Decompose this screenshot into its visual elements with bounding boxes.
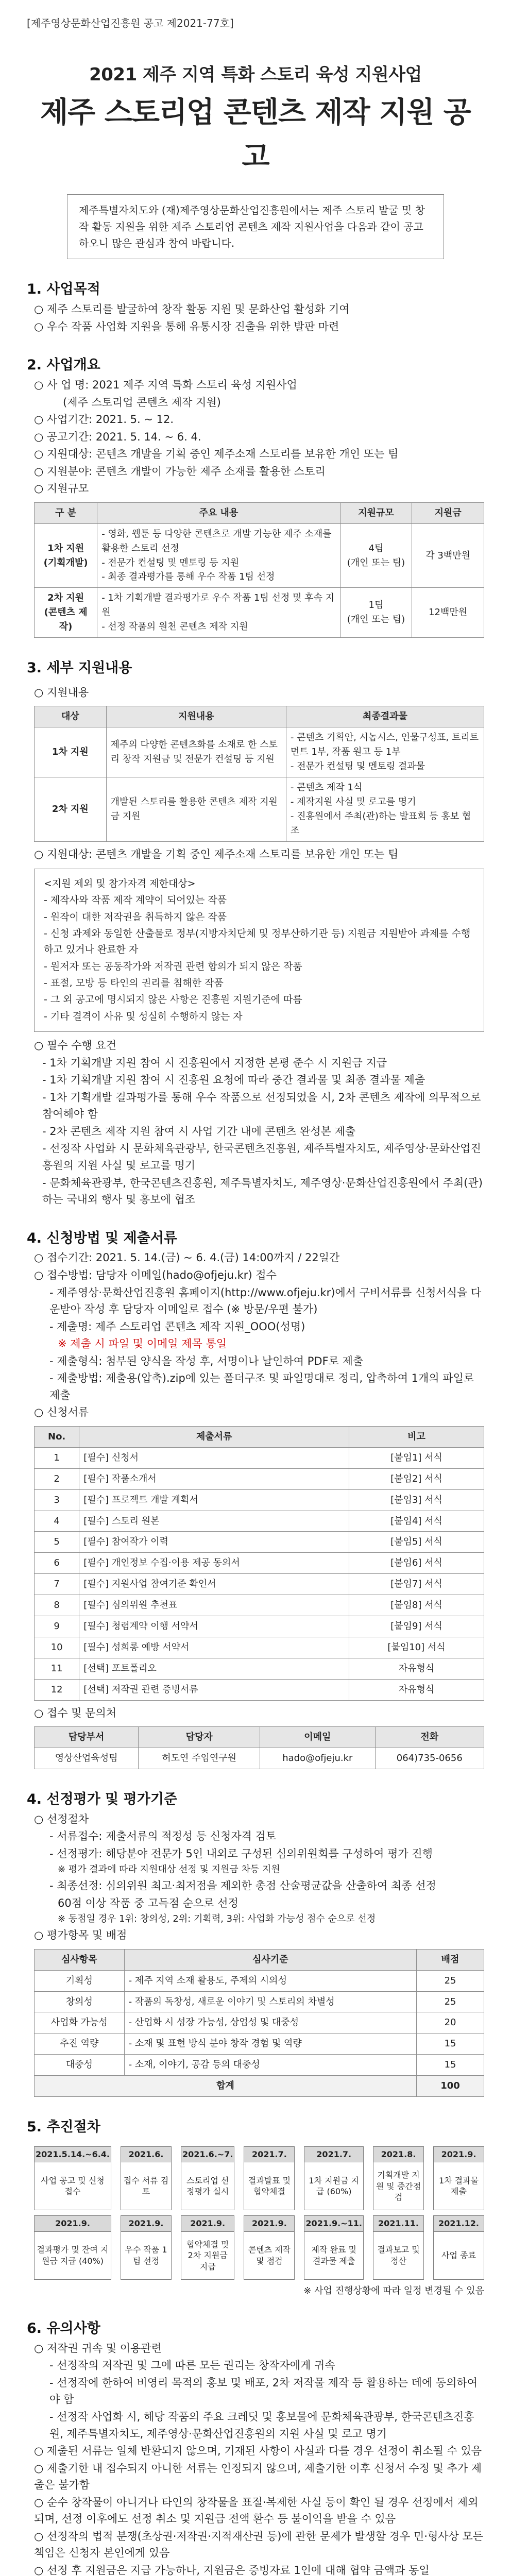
table-row bbox=[35, 1595, 484, 1616]
list-item: ○ 선정절차 bbox=[34, 1812, 89, 1825]
table-header: 담당자 bbox=[139, 1727, 260, 1748]
table-header: 비고 bbox=[349, 1426, 484, 1447]
table-cell: 각 3백만원 bbox=[412, 523, 484, 588]
list-item: ○ 저작권 귀속 및 이용관련 bbox=[34, 2342, 162, 2354]
process-step bbox=[181, 2146, 234, 2211]
process-step bbox=[34, 2146, 111, 2211]
list-item: ※ 동점일 경우 1위: 창의성, 2위: 기획력, 3위: 사업화 가능성 점수 순으로 선정 bbox=[58, 1913, 376, 1925]
step-date: 2021.12. bbox=[434, 2216, 484, 2232]
contact-heading: ○ 접수 및 문의처 bbox=[34, 1706, 117, 1719]
step-date: 2021.7. bbox=[304, 2147, 363, 2163]
table-header: 지원금 bbox=[412, 502, 484, 523]
table-header: 지원내용 bbox=[106, 706, 286, 727]
process-step bbox=[304, 2146, 364, 2211]
list-item: - 1차 기획개발 결과평가를 통해 우수 작품으로 선정되었을 시, 2차 콘텐츠 제작에 의무적으로 참여해야 함 bbox=[42, 1091, 481, 1121]
table-cell: [필수] 성희롱 예방 서약서 bbox=[79, 1637, 349, 1658]
process-step bbox=[121, 2215, 172, 2280]
section-title-evaluation: 4. 선정평가 및 평가기준 bbox=[27, 1791, 177, 1807]
table-cell: 기획성 bbox=[35, 1970, 125, 1991]
table-cell: - 소재 및 표현 방식 분야 창작 경험 및 역량 bbox=[124, 2033, 416, 2055]
step-text: 결과평가 및 잔여 지원금 지급 (40%) bbox=[37, 2245, 109, 2266]
step-date: 2021.9. bbox=[35, 2216, 111, 2232]
table-row bbox=[35, 1991, 484, 2012]
table-cell: - 콘텐츠 제작 1식 - 제작지원 사실 및 로고를 명기 - 진흥원에서 주최(관)하는 발표회 등 홍보 협조 bbox=[286, 777, 484, 841]
table-cell: 15 bbox=[417, 2033, 484, 2055]
table-cell: 15 bbox=[417, 2055, 484, 2076]
table-cell: [붙임6] 서식 bbox=[349, 1553, 484, 1574]
table-cell: 추진 역량 bbox=[35, 2033, 125, 2055]
table-row bbox=[35, 1679, 484, 1700]
step-text: 스토리업 선정평가 실시 bbox=[186, 2175, 229, 2197]
table-row bbox=[35, 1468, 484, 1489]
list-item: - 서류접수: 제출서류의 적정성 등 신청자격 검토 bbox=[49, 1830, 277, 1843]
subsection-heading: ○ 지원내용 bbox=[34, 686, 89, 699]
step-date: 2021.11. bbox=[373, 2216, 423, 2232]
step-date: 2021.6. bbox=[121, 2147, 171, 2163]
table-cell: [필수] 참여작가 이력 bbox=[79, 1532, 349, 1553]
table-cell: [필수] 심의위원 추천표 bbox=[79, 1595, 349, 1616]
table-cell: 25 bbox=[417, 1991, 484, 2012]
box-item: - 제작사와 작품 제작 계약이 되어있는 작품 bbox=[44, 894, 227, 906]
table-header: 이메일 bbox=[260, 1727, 375, 1748]
table-cell: 2차 지원 bbox=[35, 777, 107, 841]
step-date: 2021.8. bbox=[373, 2147, 423, 2163]
list-item: 60점 이상 작품 중 고득점 순으로 선정 bbox=[58, 1896, 239, 1909]
table-row bbox=[35, 727, 484, 777]
table-cell: 1차 지원 bbox=[35, 727, 107, 777]
table-cell: [붙임9] 서식 bbox=[349, 1616, 484, 1637]
table-cell: 12 bbox=[35, 1679, 79, 1700]
table-cell: 8 bbox=[35, 1595, 79, 1616]
table-cell: 2 bbox=[35, 1468, 79, 1489]
table-header: 배점 bbox=[417, 1949, 484, 1970]
process-flow bbox=[34, 2146, 484, 2280]
table-cell: 1 bbox=[35, 1447, 79, 1468]
step-text: 1차 지원금 지급 (60%) bbox=[309, 2175, 360, 2197]
table-cell: 9 bbox=[35, 1616, 79, 1637]
table-cell: - 산업화 시 성장 가능성, 상업성 및 대중성 bbox=[124, 2012, 416, 2033]
table-cell: [붙임3] 서식 bbox=[349, 1489, 484, 1511]
table-cell: [선택] 저작권 관련 증빙서류 bbox=[79, 1679, 349, 1700]
table-cell: 25 bbox=[417, 1970, 484, 1991]
table-row bbox=[35, 777, 484, 841]
table-row bbox=[35, 588, 484, 638]
support-scale-table bbox=[34, 502, 484, 638]
step-text: 콘텐츠 제작 및 점검 bbox=[248, 2245, 291, 2266]
table-row bbox=[35, 1489, 484, 1511]
step-text: 우수 작품 1팀 선정 bbox=[125, 2245, 167, 2266]
section-title-process: 5. 추진절차 bbox=[27, 2119, 100, 2135]
step-text: 제작 완료 및 결과물 제출 bbox=[311, 2245, 356, 2266]
list-item: - 선정작 사업화 시 문화체육관광부, 한국콘텐츠진흥원, 제주특별자치도, 제주영상·문화산업진흥원의 지원 사실 및 로고를 명기 bbox=[42, 1142, 481, 1172]
table-cell: 064)735-0656 bbox=[375, 1748, 484, 1769]
title-line-1: 2021 제주 지역 특화 스토리 육성 지원사업 bbox=[89, 64, 422, 85]
list-item: ○ 평가항목 및 배점 bbox=[34, 1929, 127, 1942]
step-date: 2021.9. bbox=[121, 2216, 171, 2232]
table-cell: 6 bbox=[35, 1553, 79, 1574]
table-cell: 3 bbox=[35, 1489, 79, 1511]
process-step bbox=[244, 2215, 295, 2280]
step-text: 사업 공고 및 신청 접수 bbox=[41, 2175, 105, 2197]
table-cell: [필수] 스토리 원본 bbox=[79, 1511, 349, 1532]
table-cell: - 작품의 독창성, 새로운 이야기 및 스토리의 차별성 bbox=[124, 1991, 416, 2012]
evaluation-list bbox=[27, 1811, 484, 1944]
documents-table-wrap bbox=[34, 1426, 484, 1701]
table-header: 제출서류 bbox=[79, 1426, 349, 1447]
list-item: - 문화체육관광부, 한국콘텐츠진흥원, 제주특별자치도, 제주영상·문화산업진흥원에서 주최(관) 하는 국내외 행사 및 홍보에 협조 bbox=[42, 1176, 483, 1206]
table-cell: 5 bbox=[35, 1532, 79, 1553]
table-cell: 대중성 bbox=[35, 2055, 125, 2076]
list-item: - 선정작의 저작권 및 그에 따른 모든 권리는 창작자에게 귀속 bbox=[49, 2359, 335, 2372]
box-item: - 그 외 공고에 명시되지 않은 사항은 진흥원 지원기준에 따름 bbox=[44, 994, 302, 1006]
requirements-list bbox=[27, 1055, 484, 1208]
table-cell: 창의성 bbox=[35, 1991, 125, 2012]
list-item: - 1차 기획개발 지원 참여 시 진흥원에서 지정한 본평 준수 시 지원금 지급 bbox=[42, 1056, 387, 1069]
table-cell: [붙임1] 서식 bbox=[349, 1447, 484, 1468]
process-step bbox=[34, 2215, 111, 2280]
table-cell: 제주의 다양한 콘텐츠화를 소재로 한 스토리 창작 지원금 및 전문가 컨설팅 등 지원 bbox=[106, 727, 286, 777]
table-cell: - 소재, 이야기, 공감 등의 대중성 bbox=[124, 2055, 416, 2076]
list-item: ○ 공고기간: 2021. 5. 14. ~ 6. 4. bbox=[34, 430, 201, 443]
process-note: ※ 사업 진행상황에 따라 일정 변경될 수 있음 bbox=[303, 2285, 484, 2297]
list-item: ○ 접수기간: 2021. 5. 14.(금) ~ 6. 4.(금) 14:00까지 / 22일간 bbox=[34, 1251, 340, 1264]
table-cell: [붙임2] 서식 bbox=[349, 1468, 484, 1489]
list-item: - 제출명: 제주 스토리업 콘텐츠 제작 지원_OOO(성명) bbox=[49, 1320, 305, 1333]
table-cell: 허도연 주임연구원 bbox=[139, 1748, 260, 1769]
list-item: ○ 제출된 서류는 일체 반환되지 않으며, 기재된 사항이 사실과 다를 경우 선정이 취소될 수 있음 bbox=[34, 2445, 482, 2458]
table-cell: [필수] 지원사업 참여기준 확인서 bbox=[79, 1574, 349, 1595]
table-cell: 10 bbox=[35, 1637, 79, 1658]
contact-table-wrap bbox=[34, 1726, 484, 1769]
process-step bbox=[373, 2215, 424, 2280]
table-cell: 합계 bbox=[35, 2076, 417, 2097]
list-item: ○ 신청서류 bbox=[34, 1406, 89, 1419]
section-title-purpose: 1. 사업목적 bbox=[27, 281, 100, 298]
step-date: 2021.7. bbox=[244, 2147, 294, 2163]
list-item: ○ 지원규모 bbox=[34, 482, 89, 495]
list-item: ※ 평가 결과에 따라 지원대상 선정 및 지원금 차등 지원 bbox=[58, 1864, 280, 1875]
details-table bbox=[34, 706, 484, 841]
table-row bbox=[35, 1511, 484, 1532]
table-cell: [붙임7] 서식 bbox=[349, 1574, 484, 1595]
section-overview-list bbox=[27, 377, 484, 497]
table-row bbox=[35, 1970, 484, 1991]
table-cell: - 제주 지역 소재 활용도, 주제의 시의성 bbox=[124, 1970, 416, 1991]
table-header: 심사기준 bbox=[124, 1949, 416, 1970]
table-row bbox=[35, 523, 484, 588]
table-cell: 4 bbox=[35, 1511, 79, 1532]
table-header: 구 분 bbox=[35, 502, 97, 523]
table-row bbox=[35, 1532, 484, 1553]
section-title-application: 4. 신청방법 및 제출서류 bbox=[27, 1230, 177, 1246]
table-cell: [선택] 포트폴리오 bbox=[79, 1658, 349, 1679]
step-text: 기획개발 지원 및 중간점검 bbox=[376, 2170, 421, 2202]
table-cell: [필수] 작품소개서 bbox=[79, 1468, 349, 1489]
table-row bbox=[35, 2055, 484, 2076]
list-item: - 최종선정: 심의위원 최고·최저점을 제외한 총점 산술평균값을 산출하여 최종 선정 bbox=[49, 1879, 436, 1892]
process-step bbox=[121, 2146, 172, 2211]
table-cell: 12백만원 bbox=[412, 588, 484, 638]
process-step bbox=[181, 2215, 234, 2280]
list-item: - 선정평가: 해당분야 전문가 5인 내외로 구성된 심의위원회를 구성하여 평가 진행 bbox=[49, 1847, 433, 1860]
list-item: ○ 선정 후 지원금은 지급 가능하나, 지원금은 증빙자료 1인에 대해 협약 금액과 동일 bbox=[34, 2564, 430, 2576]
list-item: ○ 접수방법: 담당자 이메일(hado@ofjeju.kr) 접수 bbox=[34, 1269, 277, 1282]
table-row bbox=[35, 1616, 484, 1637]
process-step bbox=[244, 2146, 295, 2211]
application-list bbox=[27, 1249, 484, 1420]
contact-email-link[interactable]: hado@ofjeju.kr bbox=[260, 1748, 375, 1769]
list-item: - 선정작에 한하여 비영리 목적의 홍보 및 배포, 2차 저작물 제작 등 활용하는 데에 동의하여야 함 bbox=[49, 2376, 478, 2406]
table-row bbox=[35, 2033, 484, 2055]
step-date: 2021.9. bbox=[181, 2216, 234, 2232]
table-cell: 자유형식 bbox=[349, 1679, 484, 1700]
table-cell: 사업화 가능성 bbox=[35, 2012, 125, 2033]
list-item: ○ 사 업 명: 2021 제주 지역 특화 스토리 육성 지원사업 bbox=[34, 379, 297, 392]
table-cell: - 콘텐츠 기획안, 시놉시스, 인물구성표, 트리트먼트 1부, 작품 원고 등 1부 - 전문가 컨설팅 및 멘토링 결과물 bbox=[286, 727, 484, 777]
table-row bbox=[35, 1748, 484, 1769]
notice-number: [제주영상문화산업진흥원 공고 제2021-77호] bbox=[27, 17, 234, 29]
eval-table-wrap bbox=[34, 1949, 484, 2097]
cautions-list bbox=[27, 2340, 484, 2576]
table-row bbox=[35, 2076, 484, 2097]
table-cell: [필수] 신청서 bbox=[79, 1447, 349, 1468]
table-header: 담당부서 bbox=[35, 1727, 139, 1748]
list-item: (제주 스토리업 콘텐츠 제작 지원) bbox=[63, 396, 221, 409]
list-item: - 제출형식: 첨부된 양식을 작성 후, 서명이나 날인하여 PDF로 제출 bbox=[49, 1354, 364, 1367]
step-text: 1차 결과물 제출 bbox=[438, 2175, 479, 2197]
table-header: 대상 bbox=[35, 706, 107, 727]
table-cell: [필수] 청렴계약 이행 서약서 bbox=[79, 1616, 349, 1637]
table-row bbox=[35, 1658, 484, 1679]
step-text: 협약체결 및 2차 지원금 지급 bbox=[186, 2239, 229, 2272]
table-cell: 20 bbox=[417, 2012, 484, 2033]
table-cell: [붙임4] 서식 bbox=[349, 1511, 484, 1532]
section-title-details: 3. 세부 지원내용 bbox=[27, 660, 132, 676]
box-item: - 표절, 모방 등 타인의 권리를 침해한 작품 bbox=[44, 977, 224, 989]
page-title: 제주 스토리업 콘텐츠 제작 지원 공고 bbox=[40, 95, 471, 174]
list-item: - 제주영상·문화산업진흥원 홈페이지(http://www.ofjeju.kr)에서 구비서류를 신청서식을 다운받아 작성 후 담당자 이메일로 접수 (※ 방문/우편 불가) bbox=[49, 1286, 482, 1316]
process-step bbox=[304, 2215, 364, 2280]
table-cell: [필수] 개인정보 수집·이용 제공 동의서 bbox=[79, 1553, 349, 1574]
table-cell: [필수] 프로젝트 개발 계획서 bbox=[79, 1489, 349, 1511]
table-cell: 100 bbox=[417, 2076, 484, 2097]
list-item: ○ 순수 창작물이 아니거나 타인의 창작물을 표절·복제한 사실 등이 확인 될 경우 선정에서 제외되며, 선정 이후에도 선정 취소 및 지원금 전액 환수 등 불이익을 받을 수 있음 bbox=[34, 2496, 479, 2526]
list-item: ○ 제주 스토리를 발굴하여 창작 활동 지원 및 문화산업 활성화 기여 bbox=[34, 303, 350, 316]
details-table-wrap bbox=[34, 706, 484, 841]
list-item: ○ 선정작의 법적 분쟁(초상권·저작권·지적재산권 등)에 관한 문제가 발생할 경우 민·형사상 모든 책임은 신청자 본인에게 있음 bbox=[34, 2530, 484, 2560]
table-header: 전화 bbox=[375, 1727, 484, 1748]
table-cell: [붙임5] 서식 bbox=[349, 1532, 484, 1553]
table-cell: [붙임8] 서식 bbox=[349, 1595, 484, 1616]
table-row bbox=[35, 1637, 484, 1658]
list-item: ○ 제출기한 내 접수되지 아니한 서류는 인정되지 않으며, 제출기한 이후 신청서 수정 및 추가 제출은 불가함 bbox=[34, 2462, 482, 2492]
table-row bbox=[35, 1447, 484, 1468]
table-cell: 영상산업육성팀 bbox=[35, 1748, 139, 1769]
list-item: - 선정작 사업화 시, 해당 작품의 주요 크레딧 및 홍보물에 문화체육관광부, 한국콘텐츠진흥원, 제주특별자치도, 제주영상·문화산업진흥원의 지원 사실 및 로고 명기 bbox=[49, 2410, 474, 2440]
support-scale-table-wrap bbox=[34, 502, 484, 638]
eligibility-note: ○ 지원대상: 콘텐츠 개발을 기획 중인 제주소재 스토리를 보유한 개인 또는 팀 bbox=[34, 848, 399, 860]
documents-table bbox=[34, 1426, 484, 1701]
eval-table bbox=[34, 1949, 484, 2097]
table-cell: 11 bbox=[35, 1658, 79, 1679]
step-text: 결과보고 및 정산 bbox=[377, 2245, 420, 2266]
table-header: 지원규모 bbox=[340, 502, 412, 523]
table-cell: 2차 지원 (콘텐츠 제작) bbox=[35, 588, 97, 638]
section-title-cautions: 6. 유의사항 bbox=[27, 2320, 100, 2336]
table-header: 심사항목 bbox=[35, 1949, 125, 1970]
step-date: 2021.9. bbox=[434, 2147, 484, 2163]
step-date: 2021.5.14.~6.4. bbox=[35, 2147, 111, 2163]
table-cell: 개발된 스토리를 활용한 콘텐츠 제작 지원금 지원 bbox=[106, 777, 286, 841]
section-title-overview: 2. 사업개요 bbox=[27, 357, 100, 374]
box-item: - 신청 과제와 동일한 산출물로 정부(지방자치단체 및 정부산하기관 등) 지원금 지원받아 과제를 수행하고 있거나 완료한 자 bbox=[44, 928, 471, 956]
process-step bbox=[433, 2215, 484, 2280]
table-cell: 7 bbox=[35, 1574, 79, 1595]
list-item: ○ 지원분야: 콘텐츠 개발이 가능한 제주 소재를 활용한 스토리 bbox=[34, 465, 326, 478]
list-item: ○ 지원대상: 콘텐츠 개발을 기획 중인 제주소재 스토리를 보유한 개인 또는 팀 bbox=[34, 448, 399, 461]
box-item: - 원작이 대한 저작권을 취득하지 않은 작품 bbox=[44, 911, 227, 923]
list-item: ○ 사업기간: 2021. 5. ~ 12. bbox=[34, 413, 174, 426]
box-item: - 원저자 또는 공동작가와 저작권 관련 합의가 되지 않은 작품 bbox=[44, 960, 302, 972]
contact-table bbox=[34, 1726, 484, 1769]
table-cell: 4팀 (개인 또는 팀) bbox=[340, 523, 412, 588]
step-date: 2021.9.~11. bbox=[304, 2216, 363, 2232]
table-row bbox=[35, 2012, 484, 2033]
table-row bbox=[35, 1553, 484, 1574]
table-cell: 1차 지원 (기획개발) bbox=[35, 523, 97, 588]
table-cell: [붙임10] 서식 bbox=[349, 1637, 484, 1658]
table-cell: 1팀 (개인 또는 팀) bbox=[340, 588, 412, 638]
list-item: - 2차 콘텐츠 제작 지원 참여 시 사업 기간 내에 콘텐츠 완성본 제출 bbox=[42, 1125, 356, 1138]
box-item: <지원 제외 및 참가자격 제한대상> bbox=[44, 878, 196, 890]
table-header: 최종결과물 bbox=[286, 706, 484, 727]
section-purpose-list bbox=[27, 301, 484, 335]
requirements-heading: ○ 필수 수행 요건 bbox=[34, 1039, 117, 1052]
intro-box: 제주특별자치도와 (재)제주영상문화산업진흥원에서는 제주 스토리 발굴 및 창작 활동 지원을 위한 제주 스토리업 콘텐츠 제작 지원사업을 다음과 같이 공고하오니 많은 관심과 참여 바랍니다. bbox=[67, 194, 444, 259]
table-cell: - 영화, 웹툰 등 다양한 콘텐츠로 개발 가능한 제주 소재를 활용한 스토리 선정 - 전문가 컨설팅 및 멘토링 등 지원 - 최종 결과평가를 통해 우수 작품 1팀 선정 bbox=[97, 523, 340, 588]
step-text: 결과발표 및 협약체결 bbox=[248, 2175, 291, 2197]
step-date: 2021.9. bbox=[244, 2216, 294, 2232]
step-date: 2021.6.~7. bbox=[181, 2147, 234, 2163]
exclusion-box bbox=[34, 869, 484, 1032]
step-text: 접수 서류 검토 bbox=[123, 2175, 169, 2197]
process-step bbox=[433, 2146, 484, 2211]
list-item: ※ 제출 시 파일 및 이메일 제목 통일 bbox=[58, 1337, 227, 1350]
process-step bbox=[373, 2146, 424, 2211]
table-cell: 자유형식 bbox=[349, 1658, 484, 1679]
step-text: 사업 종료 bbox=[441, 2250, 476, 2261]
list-item: ○ 우수 작품 사업화 지원을 통해 유통시장 진출을 위한 발판 마련 bbox=[34, 320, 339, 333]
list-item: - 1차 기획개발 지원 참여 시 진흥원 요청에 따라 중간 결과물 및 최종 결과물 제출 bbox=[42, 1074, 425, 1087]
table-cell: - 1차 기획개발 결과평가로 우수 작품 1팀 선정 및 후속 지원 - 선정 작품의 원천 콘텐츠 제작 지원 bbox=[97, 588, 340, 638]
list-item: - 제출방법: 제출용(압축).zip에 있는 폴더구조 및 파일명대로 정리, 압축하여 1개의 파일로 제출 bbox=[49, 1372, 474, 1401]
box-item: - 기타 결격이 사유 및 성실히 수행하지 않는 자 bbox=[44, 1010, 243, 1022]
table-header: No. bbox=[35, 1426, 79, 1447]
table-header: 주요 내용 bbox=[97, 502, 340, 523]
table-row bbox=[35, 1574, 484, 1595]
